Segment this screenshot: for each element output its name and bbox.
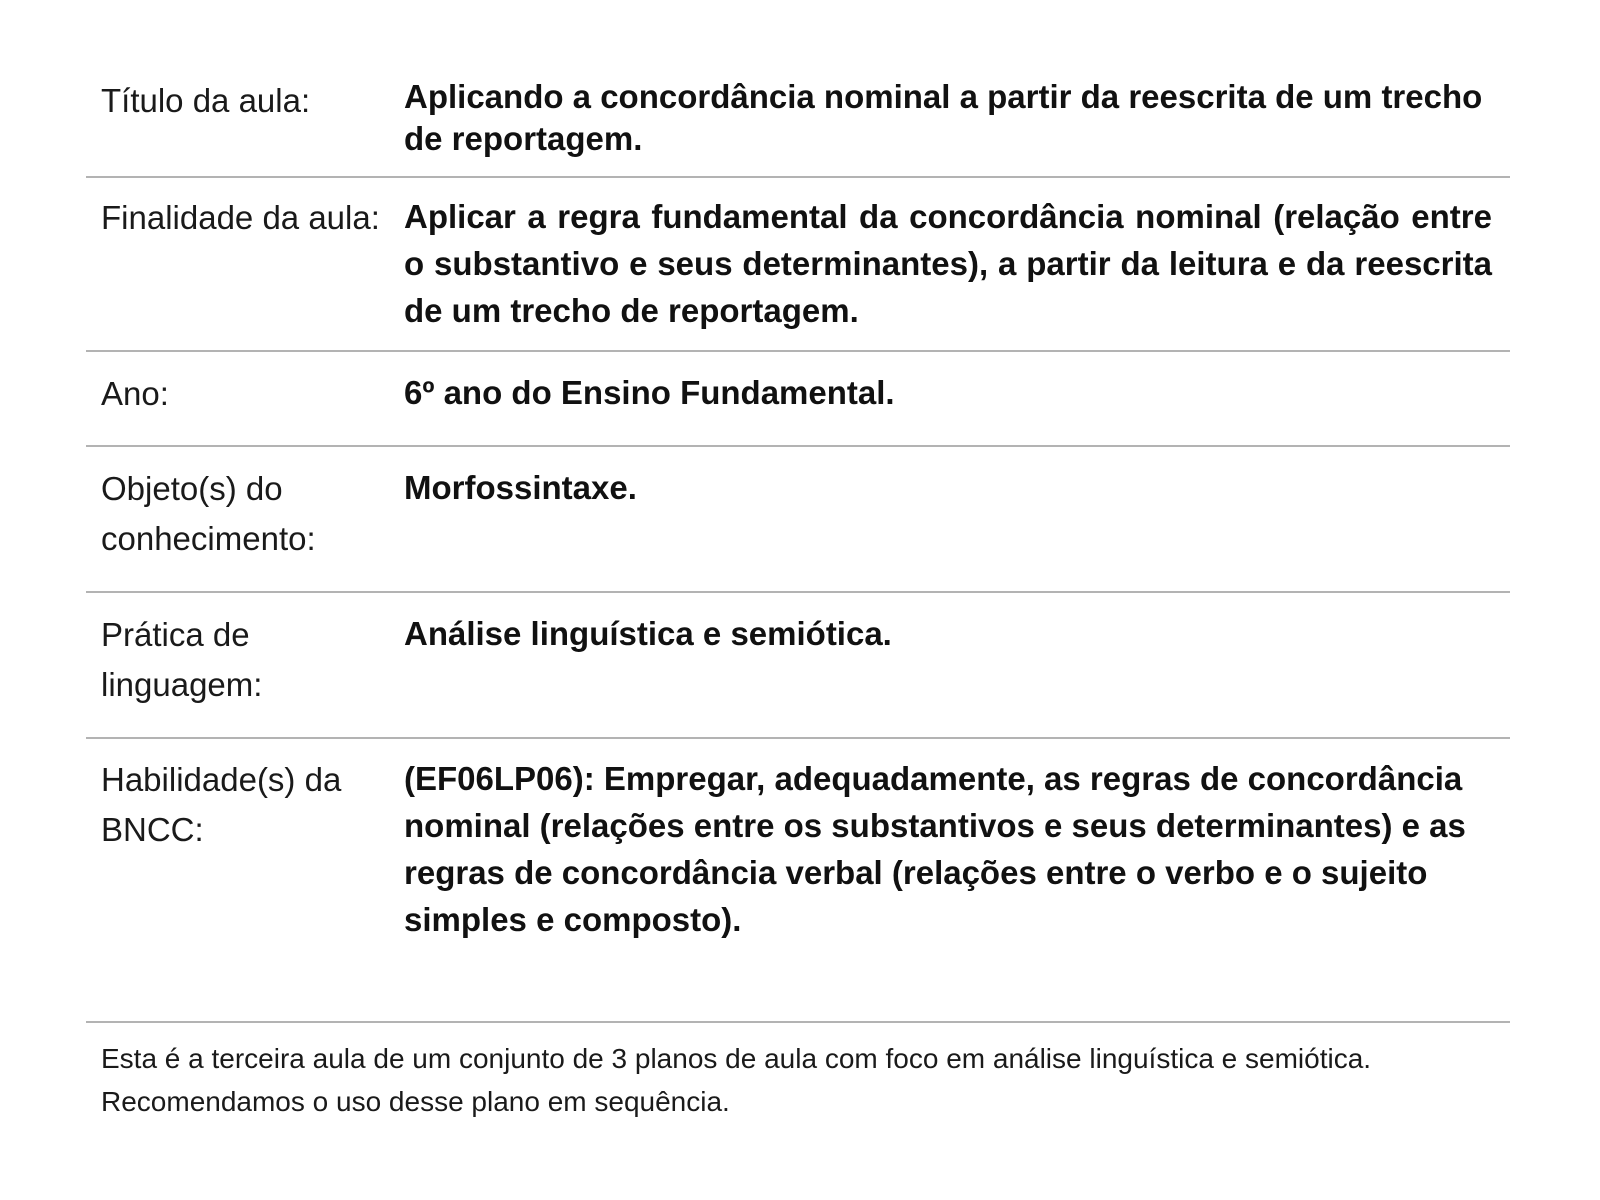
row-lesson-purpose [86,178,1510,352]
value-lesson-title: Aplicando a concordância nominal a partir da reescrita de um trecho de reportagem. [404,78,1483,157]
value-lesson-purpose: Aplicar a regra fundamental da concordância nominal (relação entre o substantivo e seus determinantes), a partir da leitura e da reescrita de um trecho de reportagem. [404,198,1492,329]
lesson-plan-table [86,60,1510,1123]
row-knowledge-object [86,447,1510,593]
label-bncc-skills: Habilidade(s) da BNCC: [101,761,342,848]
value-school-year: 6º ano do Ensino Fundamental. [404,374,895,411]
value-bncc-skills: (EF06LP06): Empregar, adequadamente, as regras de concordância nominal (relações entre os substantivos e seus determinantes) e as regras de concordância verbal (relações entre o verbo e o sujeito simples e composto). [404,760,1466,938]
value-knowledge-object: Morfossintaxe. [404,469,637,506]
label-knowledge-object: Objeto(s) do conhecimento: [101,470,316,557]
label-school-year: Ano: [101,375,169,412]
value-language-practice: Análise linguística e semiótica. [404,615,892,652]
label-language-practice: Prática de linguagem: [101,616,263,703]
row-language-practice [86,593,1510,739]
row-lesson-title [86,60,1510,178]
row-bncc-skills [86,739,1510,1023]
sequence-note: Esta é a terceira aula de um conjunto de 3 planos de aula com foco em análise linguística e semiótica. Recomendamos o uso desse plano em sequência. [101,1043,1372,1117]
row-school-year [86,352,1510,447]
label-lesson-title: Título da aula: [101,82,311,119]
label-lesson-purpose: Finalidade da aula: [101,199,380,236]
